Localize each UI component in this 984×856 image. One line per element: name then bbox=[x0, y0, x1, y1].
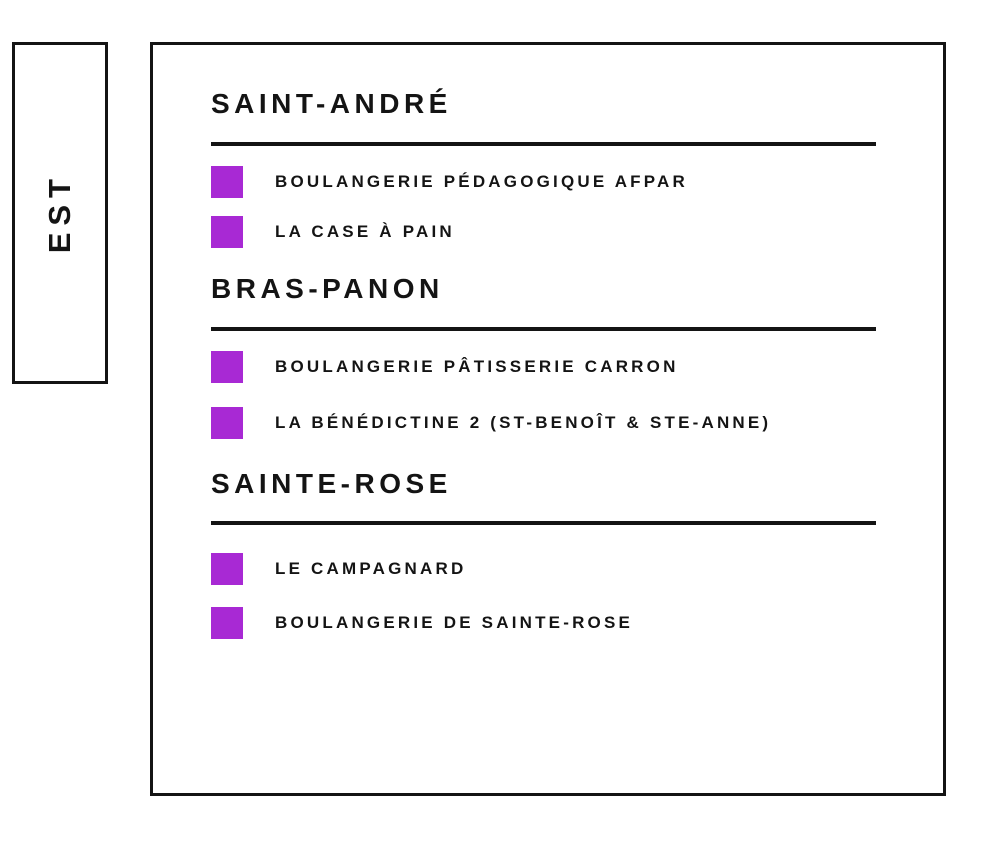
group-title: BRAS-PANON bbox=[211, 272, 444, 304]
group-bras-panon bbox=[211, 274, 893, 439]
list-item-label: BOULANGERIE PÉDAGOGIQUE AFPAR bbox=[275, 171, 688, 191]
color-swatch-icon bbox=[211, 407, 243, 439]
list-item-label: LA BÉNÉDICTINE 2 (ST-BENOÎT & STE-ANNE) bbox=[275, 412, 772, 432]
list-item bbox=[211, 607, 893, 639]
list-item bbox=[211, 407, 893, 439]
group-divider bbox=[211, 521, 876, 525]
list-item bbox=[211, 166, 893, 198]
list-item-label: LA CASE À PAIN bbox=[275, 221, 455, 241]
list-item-label: BOULANGERIE PÂTISSERIE CARRON bbox=[275, 356, 679, 376]
group-title: SAINT-ANDRÉ bbox=[211, 88, 452, 119]
group-divider bbox=[211, 142, 876, 146]
bakery-list-panel bbox=[150, 42, 946, 796]
color-swatch-icon bbox=[211, 607, 243, 639]
list-item bbox=[211, 216, 893, 248]
group-divider bbox=[211, 327, 876, 331]
group-sainte-rose bbox=[211, 469, 893, 640]
list-item-label: LE CAMPAGNARD bbox=[275, 559, 467, 579]
list-item-label: BOULANGERIE DE SAINTE-ROSE bbox=[275, 613, 634, 633]
list-item bbox=[211, 553, 893, 585]
region-tab-label: EST bbox=[42, 172, 77, 254]
group-saint-andre bbox=[211, 89, 893, 248]
color-swatch-icon bbox=[211, 216, 243, 248]
color-swatch-icon bbox=[211, 166, 243, 198]
color-swatch-icon bbox=[211, 351, 243, 383]
color-swatch-icon bbox=[211, 553, 243, 585]
region-tab bbox=[12, 42, 108, 384]
group-title: SAINTE-ROSE bbox=[211, 467, 452, 499]
list-item bbox=[211, 351, 893, 383]
